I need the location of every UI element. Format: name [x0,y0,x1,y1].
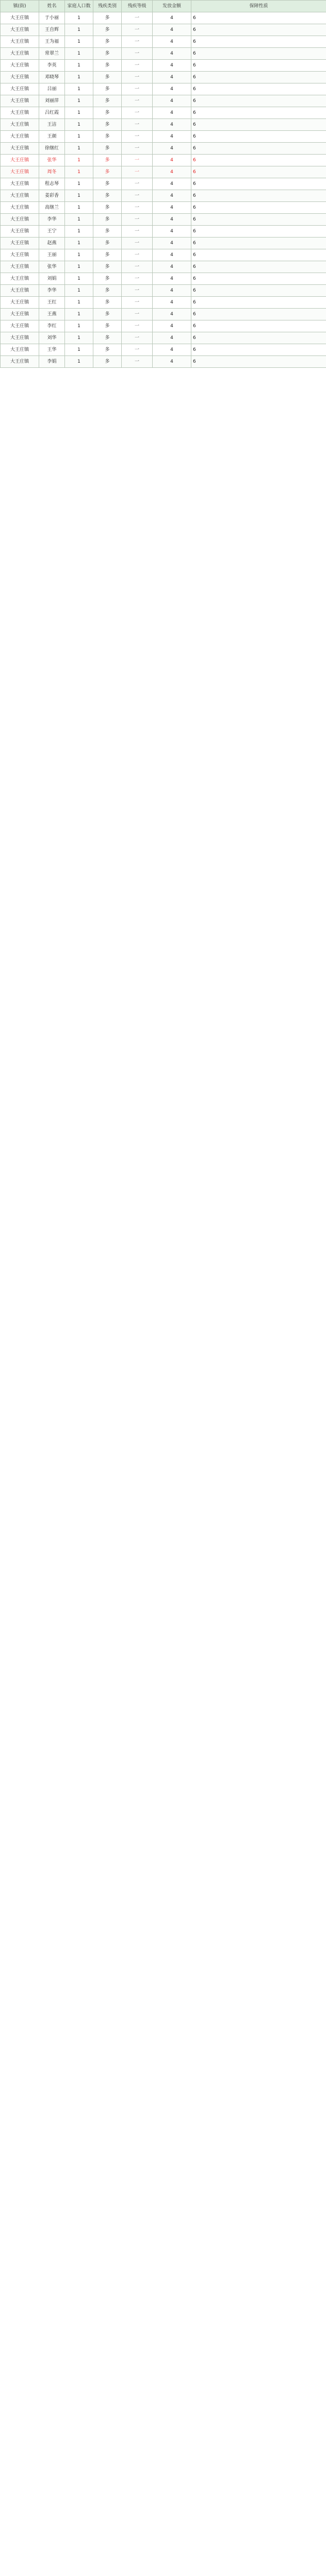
cell-town: 大王庄镇 [1,178,39,190]
cell-disability-level: 一 [122,249,153,261]
cell-household-size: 1 [65,309,93,320]
cell-name: 李娟 [39,356,65,368]
cell-amount: 4 [153,190,191,202]
cell-disability-level: 一 [122,332,153,344]
cell-name: 李华 [39,214,65,226]
cell-disability-type: 多 [93,166,122,178]
cell-town: 大王庄镇 [1,24,39,36]
cell-disability-level: 一 [122,190,153,202]
cell-household-size: 1 [65,119,93,131]
table-row [1,285,326,297]
cell-disability-type: 多 [93,226,122,238]
cell-support-type: 6 [191,178,326,190]
cell-name: 周冬 [39,166,65,178]
cell-disability-level: 一 [122,202,153,214]
header-support-type: 保障性质 [191,1,326,12]
header-town: 镇(街) [1,1,39,12]
cell-disability-level: 一 [122,107,153,119]
cell-amount: 4 [153,261,191,273]
cell-disability-type: 多 [93,155,122,166]
cell-disability-type: 多 [93,107,122,119]
table-row [1,83,326,95]
table-row [1,261,326,273]
cell-disability-level: 一 [122,214,153,226]
cell-amount: 4 [153,95,191,107]
cell-support-type: 6 [191,238,326,249]
table-row [1,273,326,285]
header-disability-level: 残疾等级 [122,1,153,12]
cell-support-type: 6 [191,60,326,72]
cell-amount: 4 [153,48,191,60]
cell-disability-level: 一 [122,48,153,60]
cell-disability-level: 一 [122,226,153,238]
cell-support-type: 6 [191,107,326,119]
records-table [0,0,326,368]
cell-town: 大王庄镇 [1,36,39,48]
cell-disability-type: 多 [93,72,122,83]
cell-town: 大王庄镇 [1,131,39,143]
table-row [1,214,326,226]
cell-disability-type: 多 [93,48,122,60]
cell-town: 大王庄镇 [1,320,39,332]
cell-disability-level: 一 [122,356,153,368]
cell-support-type: 6 [191,285,326,297]
cell-disability-level: 一 [122,309,153,320]
cell-disability-type: 多 [93,131,122,143]
cell-amount: 4 [153,155,191,166]
cell-name: 刘华 [39,332,65,344]
cell-disability-type: 多 [93,83,122,95]
cell-support-type: 6 [191,356,326,368]
cell-disability-type: 多 [93,285,122,297]
cell-town: 大王庄镇 [1,155,39,166]
cell-household-size: 1 [65,48,93,60]
cell-name: 赵燕 [39,238,65,249]
cell-town: 大王庄镇 [1,249,39,261]
table-row [1,24,326,36]
table-row [1,107,326,119]
cell-name: 刘娟 [39,273,65,285]
cell-household-size: 1 [65,107,93,119]
cell-household-size: 1 [65,155,93,166]
cell-amount: 4 [153,24,191,36]
cell-household-size: 1 [65,356,93,368]
cell-name: 王为福 [39,36,65,48]
table-row [1,238,326,249]
cell-household-size: 1 [65,332,93,344]
cell-disability-level: 一 [122,60,153,72]
cell-support-type: 6 [191,24,326,36]
cell-household-size: 1 [65,273,93,285]
cell-disability-type: 多 [93,261,122,273]
cell-support-type: 6 [191,249,326,261]
cell-household-size: 1 [65,12,93,24]
table-row [1,60,326,72]
cell-disability-level: 一 [122,119,153,131]
cell-disability-level: 一 [122,95,153,107]
table-row [1,178,326,190]
cell-amount: 4 [153,131,191,143]
header-household-size: 家庭人口数 [65,1,93,12]
cell-support-type: 6 [191,297,326,309]
table-row [1,155,326,166]
cell-name: 邓晓琴 [39,72,65,83]
cell-amount: 4 [153,36,191,48]
cell-town: 大王庄镇 [1,72,39,83]
cell-disability-level: 一 [122,143,153,155]
cell-amount: 4 [153,285,191,297]
cell-amount: 4 [153,107,191,119]
cell-town: 大王庄镇 [1,238,39,249]
cell-name: 刘丽萍 [39,95,65,107]
table-row [1,356,326,368]
cell-household-size: 1 [65,202,93,214]
cell-disability-type: 多 [93,60,122,72]
cell-amount: 4 [153,143,191,155]
cell-name: 吕丽 [39,83,65,95]
cell-household-size: 1 [65,60,93,72]
cell-name: 于小丽 [39,12,65,24]
header-disability-type: 残疾类别 [93,1,122,12]
cell-amount: 4 [153,72,191,83]
cell-name: 常翠兰 [39,48,65,60]
cell-town: 大王庄镇 [1,202,39,214]
cell-support-type: 6 [191,119,326,131]
cell-town: 大王庄镇 [1,214,39,226]
cell-disability-type: 多 [93,332,122,344]
cell-support-type: 6 [191,155,326,166]
cell-name: 张华 [39,155,65,166]
cell-household-size: 1 [65,226,93,238]
cell-household-size: 1 [65,238,93,249]
cell-name: 吕红霞 [39,107,65,119]
cell-name: 王自辉 [39,24,65,36]
table-row [1,309,326,320]
cell-name: 李红 [39,320,65,332]
cell-disability-type: 多 [93,356,122,368]
cell-disability-level: 一 [122,72,153,83]
cell-disability-level: 一 [122,297,153,309]
cell-household-size: 1 [65,36,93,48]
cell-support-type: 6 [191,72,326,83]
cell-support-type: 6 [191,131,326,143]
cell-name: 王颜 [39,131,65,143]
cell-household-size: 1 [65,83,93,95]
cell-support-type: 6 [191,273,326,285]
cell-disability-level: 一 [122,320,153,332]
cell-disability-level: 一 [122,155,153,166]
cell-support-type: 6 [191,261,326,273]
cell-household-size: 1 [65,190,93,202]
cell-town: 大王庄镇 [1,356,39,368]
table-row [1,95,326,107]
cell-name: 王燕 [39,309,65,320]
cell-name: 程志琴 [39,178,65,190]
cell-amount: 4 [153,202,191,214]
table-row [1,143,326,155]
cell-support-type: 6 [191,309,326,320]
cell-disability-type: 多 [93,344,122,356]
cell-town: 大王庄镇 [1,83,39,95]
cell-town: 大王庄镇 [1,273,39,285]
cell-support-type: 6 [191,48,326,60]
cell-name: 王洁 [39,119,65,131]
cell-household-size: 1 [65,214,93,226]
cell-name: 王宁 [39,226,65,238]
cell-town: 大王庄镇 [1,143,39,155]
cell-disability-type: 多 [93,190,122,202]
cell-disability-level: 一 [122,261,153,273]
cell-town: 大王庄镇 [1,344,39,356]
cell-household-size: 1 [65,24,93,36]
cell-household-size: 1 [65,143,93,155]
table-row [1,344,326,356]
cell-disability-type: 多 [93,309,122,320]
cell-amount: 4 [153,119,191,131]
cell-disability-level: 一 [122,238,153,249]
table-row [1,332,326,344]
cell-town: 大王庄镇 [1,119,39,131]
cell-disability-type: 多 [93,95,122,107]
table-row [1,48,326,60]
table-row [1,12,326,24]
cell-disability-type: 多 [93,12,122,24]
cell-household-size: 1 [65,95,93,107]
cell-town: 大王庄镇 [1,226,39,238]
cell-town: 大王庄镇 [1,261,39,273]
cell-amount: 4 [153,166,191,178]
cell-name: 徐继红 [39,143,65,155]
cell-name: 姜彩香 [39,190,65,202]
cell-support-type: 6 [191,332,326,344]
cell-household-size: 1 [65,72,93,83]
header-name: 姓名 [39,1,65,12]
cell-name: 李华 [39,285,65,297]
cell-town: 大王庄镇 [1,190,39,202]
cell-support-type: 6 [191,344,326,356]
cell-support-type: 6 [191,143,326,155]
cell-amount: 4 [153,12,191,24]
table-row [1,226,326,238]
cell-disability-level: 一 [122,178,153,190]
cell-town: 大王庄镇 [1,12,39,24]
cell-town: 大王庄镇 [1,107,39,119]
cell-disability-level: 一 [122,285,153,297]
cell-household-size: 1 [65,249,93,261]
cell-support-type: 6 [191,83,326,95]
table-row [1,166,326,178]
cell-disability-level: 一 [122,24,153,36]
cell-household-size: 1 [65,166,93,178]
cell-name: 王红 [39,297,65,309]
cell-amount: 4 [153,297,191,309]
cell-town: 大王庄镇 [1,297,39,309]
cell-amount: 4 [153,332,191,344]
table-row [1,202,326,214]
table-row [1,297,326,309]
cell-disability-type: 多 [93,214,122,226]
cell-disability-level: 一 [122,166,153,178]
cell-disability-type: 多 [93,273,122,285]
cell-name: 王丽 [39,249,65,261]
cell-amount: 4 [153,320,191,332]
cell-disability-level: 一 [122,83,153,95]
cell-town: 大王庄镇 [1,60,39,72]
cell-disability-type: 多 [93,249,122,261]
cell-name: 李英 [39,60,65,72]
cell-disability-type: 多 [93,119,122,131]
cell-town: 大王庄镇 [1,285,39,297]
table-row [1,190,326,202]
cell-support-type: 6 [191,202,326,214]
cell-household-size: 1 [65,344,93,356]
cell-household-size: 1 [65,320,93,332]
cell-disability-type: 多 [93,143,122,155]
cell-amount: 4 [153,238,191,249]
cell-town: 大王庄镇 [1,48,39,60]
cell-town: 大王庄镇 [1,309,39,320]
cell-disability-type: 多 [93,36,122,48]
cell-disability-level: 一 [122,273,153,285]
table-row [1,131,326,143]
cell-disability-type: 多 [93,202,122,214]
cell-disability-type: 多 [93,320,122,332]
cell-disability-type: 多 [93,297,122,309]
cell-town: 大王庄镇 [1,95,39,107]
cell-town: 大王庄镇 [1,166,39,178]
cell-amount: 4 [153,83,191,95]
cell-disability-level: 一 [122,12,153,24]
cell-household-size: 1 [65,285,93,297]
cell-household-size: 1 [65,178,93,190]
cell-amount: 4 [153,226,191,238]
cell-support-type: 6 [191,36,326,48]
cell-household-size: 1 [65,297,93,309]
cell-household-size: 1 [65,131,93,143]
cell-amount: 4 [153,178,191,190]
cell-amount: 4 [153,356,191,368]
table-row [1,72,326,83]
cell-disability-type: 多 [93,178,122,190]
cell-support-type: 6 [191,190,326,202]
cell-disability-level: 一 [122,36,153,48]
cell-support-type: 6 [191,12,326,24]
cell-support-type: 6 [191,214,326,226]
cell-town: 大王庄镇 [1,332,39,344]
cell-amount: 4 [153,249,191,261]
table-header-row [1,1,326,12]
cell-support-type: 6 [191,166,326,178]
table-row [1,36,326,48]
table-row [1,249,326,261]
cell-amount: 4 [153,273,191,285]
table-row [1,119,326,131]
cell-disability-level: 一 [122,131,153,143]
cell-name: 王华 [39,344,65,356]
cell-amount: 4 [153,309,191,320]
table-body [1,12,326,368]
cell-support-type: 6 [191,95,326,107]
cell-disability-type: 多 [93,24,122,36]
cell-disability-type: 多 [93,238,122,249]
data-sheet [0,0,326,368]
table-row [1,320,326,332]
cell-support-type: 6 [191,226,326,238]
header-amount: 发放金额 [153,1,191,12]
cell-amount: 4 [153,214,191,226]
cell-support-type: 6 [191,320,326,332]
cell-household-size: 1 [65,261,93,273]
cell-name: 高继兰 [39,202,65,214]
cell-amount: 4 [153,344,191,356]
cell-amount: 4 [153,60,191,72]
cell-name: 张华 [39,261,65,273]
cell-disability-level: 一 [122,344,153,356]
